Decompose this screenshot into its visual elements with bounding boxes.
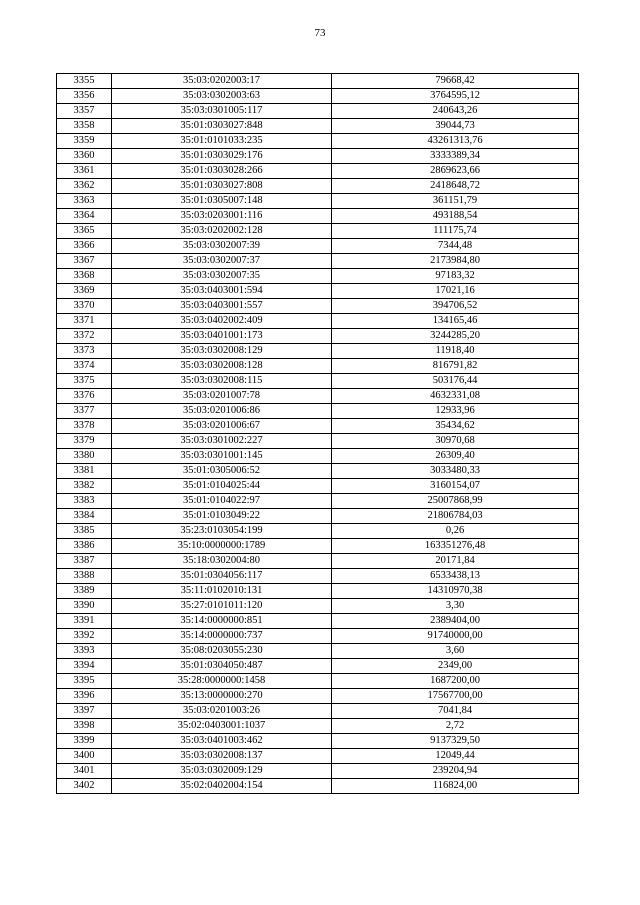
cadastral-number-cell: 35:03:0302007:37	[112, 254, 332, 269]
row-number-cell: 3384	[57, 509, 112, 524]
row-number-cell: 3388	[57, 569, 112, 584]
value-cell: 1687200,00	[332, 674, 579, 689]
value-cell: 3033480,33	[332, 464, 579, 479]
cadastral-number-cell: 35:01:0104025:44	[112, 479, 332, 494]
table-row	[57, 179, 579, 194]
table-row	[57, 779, 579, 794]
table-row	[57, 419, 579, 434]
value-cell: 97183,32	[332, 269, 579, 284]
row-number-cell: 3369	[57, 284, 112, 299]
row-number-cell: 3382	[57, 479, 112, 494]
row-number-cell: 3400	[57, 749, 112, 764]
value-cell: 35434,62	[332, 419, 579, 434]
row-number-cell: 3398	[57, 719, 112, 734]
row-number-cell: 3396	[57, 689, 112, 704]
value-cell: 3,30	[332, 599, 579, 614]
cadastral-number-cell: 35:01:0305007:148	[112, 194, 332, 209]
cadastral-number-cell: 35:01:0104022:97	[112, 494, 332, 509]
row-number-cell: 3358	[57, 119, 112, 134]
table-row	[57, 704, 579, 719]
value-cell: 79668,42	[332, 74, 579, 89]
cadastral-number-cell: 35:03:0201006:86	[112, 404, 332, 419]
row-number-cell: 3387	[57, 554, 112, 569]
table-row	[57, 119, 579, 134]
row-number-cell: 3372	[57, 329, 112, 344]
row-number-cell: 3402	[57, 779, 112, 794]
cadastral-number-cell: 35:03:0302007:39	[112, 239, 332, 254]
table-row	[57, 194, 579, 209]
table-row	[57, 674, 579, 689]
cadastral-number-cell: 35:18:0302004:80	[112, 554, 332, 569]
table-row	[57, 539, 579, 554]
row-number-cell: 3397	[57, 704, 112, 719]
page-number: 73	[314, 27, 326, 39]
cadastral-number-cell: 35:03:0302008:128	[112, 359, 332, 374]
cadastral-number-cell: 35:14:0000000:851	[112, 614, 332, 629]
table-row	[57, 659, 579, 674]
cadastral-number-cell: 35:01:0303029:176	[112, 149, 332, 164]
table-row	[57, 239, 579, 254]
table-row	[57, 389, 579, 404]
value-cell: 0,26	[332, 524, 579, 539]
table-row	[57, 104, 579, 119]
table-row	[57, 749, 579, 764]
table-row	[57, 209, 579, 224]
table-row	[57, 149, 579, 164]
cadastral-number-cell: 35:03:0302003:63	[112, 89, 332, 104]
table-row	[57, 314, 579, 329]
table-row	[57, 434, 579, 449]
cadastral-number-cell: 35:01:0303027:808	[112, 179, 332, 194]
table-row	[57, 614, 579, 629]
value-cell: 240643,26	[332, 104, 579, 119]
table-body	[57, 74, 579, 794]
row-number-cell: 3370	[57, 299, 112, 314]
row-number-cell: 3367	[57, 254, 112, 269]
cadastral-number-cell: 35:08:0203055:230	[112, 644, 332, 659]
row-number-cell: 3386	[57, 539, 112, 554]
row-number-cell: 3385	[57, 524, 112, 539]
value-cell: 394706,52	[332, 299, 579, 314]
row-number-cell: 3360	[57, 149, 112, 164]
value-cell: 2173984,80	[332, 254, 579, 269]
table-row	[57, 509, 579, 524]
value-cell: 134165,46	[332, 314, 579, 329]
table-row	[57, 644, 579, 659]
cadastral-number-cell: 35:03:0301001:145	[112, 449, 332, 464]
row-number-cell: 3362	[57, 179, 112, 194]
value-cell: 493188,54	[332, 209, 579, 224]
cadastral-number-cell: 35:27:0101011:120	[112, 599, 332, 614]
row-number-cell: 3374	[57, 359, 112, 374]
value-cell: 361151,79	[332, 194, 579, 209]
row-number-cell: 3391	[57, 614, 112, 629]
table-row	[57, 299, 579, 314]
row-number-cell: 3401	[57, 764, 112, 779]
cadastral-number-cell: 35:23:0103054:199	[112, 524, 332, 539]
cadastral-number-cell: 35:01:0303027:848	[112, 119, 332, 134]
cadastral-number-cell: 35:01:0304056:117	[112, 569, 332, 584]
value-cell: 7041,84	[332, 704, 579, 719]
cadastral-number-cell: 35:03:0302009:129	[112, 764, 332, 779]
cadastral-number-cell: 35:14:0000000:737	[112, 629, 332, 644]
row-number-cell: 3357	[57, 104, 112, 119]
value-cell: 30970,68	[332, 434, 579, 449]
value-cell: 3160154,07	[332, 479, 579, 494]
value-cell: 163351276,48	[332, 539, 579, 554]
value-cell: 3244285,20	[332, 329, 579, 344]
row-number-cell: 3381	[57, 464, 112, 479]
table-row	[57, 554, 579, 569]
cadastral-number-cell: 35:11:0102010:131	[112, 584, 332, 599]
cadastral-number-cell: 35:03:0402002:409	[112, 314, 332, 329]
cadastral-number-cell: 35:02:0402004:154	[112, 779, 332, 794]
row-number-cell: 3392	[57, 629, 112, 644]
table-row	[57, 74, 579, 89]
table-row	[57, 224, 579, 239]
cadastral-number-cell: 35:03:0202002:128	[112, 224, 332, 239]
row-number-cell: 3365	[57, 224, 112, 239]
row-number-cell: 3361	[57, 164, 112, 179]
table-row	[57, 464, 579, 479]
value-cell: 2418648,72	[332, 179, 579, 194]
cadastral-number-cell: 35:03:0201003:26	[112, 704, 332, 719]
value-cell: 3,60	[332, 644, 579, 659]
row-number-cell: 3393	[57, 644, 112, 659]
row-number-cell: 3366	[57, 239, 112, 254]
row-number-cell: 3356	[57, 89, 112, 104]
value-cell: 21806784,03	[332, 509, 579, 524]
cadastral-number-cell: 35:01:0101033:235	[112, 134, 332, 149]
cadastral-number-cell: 35:01:0304050:487	[112, 659, 332, 674]
table-row	[57, 284, 579, 299]
row-number-cell: 3368	[57, 269, 112, 284]
value-cell: 9137329,50	[332, 734, 579, 749]
cadastral-number-cell: 35:13:0000000:270	[112, 689, 332, 704]
value-cell: 12049,44	[332, 749, 579, 764]
table-row	[57, 524, 579, 539]
cadastral-number-cell: 35:02:0403001:1037	[112, 719, 332, 734]
value-cell: 503176,44	[332, 374, 579, 389]
row-number-cell: 3373	[57, 344, 112, 359]
cadastral-number-cell: 35:10:0000000:1789	[112, 539, 332, 554]
row-number-cell: 3363	[57, 194, 112, 209]
value-cell: 39044,73	[332, 119, 579, 134]
value-cell: 3764595,12	[332, 89, 579, 104]
table-row	[57, 374, 579, 389]
value-cell: 4632331,08	[332, 389, 579, 404]
row-number-cell: 3376	[57, 389, 112, 404]
table-row	[57, 269, 579, 284]
cadastral-number-cell: 35:03:0201007:78	[112, 389, 332, 404]
value-cell: 111175,74	[332, 224, 579, 239]
table-row	[57, 449, 579, 464]
value-cell: 17567700,00	[332, 689, 579, 704]
value-cell: 6533438,13	[332, 569, 579, 584]
row-number-cell: 3377	[57, 404, 112, 419]
table-row	[57, 359, 579, 374]
table-row	[57, 764, 579, 779]
value-cell: 3333389,34	[332, 149, 579, 164]
value-cell: 26309,40	[332, 449, 579, 464]
value-cell: 25007868,99	[332, 494, 579, 509]
cadastral-number-cell: 35:01:0103049:22	[112, 509, 332, 524]
table-row	[57, 689, 579, 704]
cadastral-number-cell: 35:03:0403001:594	[112, 284, 332, 299]
row-number-cell: 3355	[57, 74, 112, 89]
cadastral-number-cell: 35:01:0303028:266	[112, 164, 332, 179]
cadastral-number-cell: 35:03:0302008:137	[112, 749, 332, 764]
table-row	[57, 734, 579, 749]
cadastral-number-cell: 35:03:0401001:173	[112, 329, 332, 344]
row-number-cell: 3379	[57, 434, 112, 449]
cadastral-number-cell: 35:03:0302008:129	[112, 344, 332, 359]
table-row	[57, 344, 579, 359]
cadastral-number-cell: 35:01:0305006:52	[112, 464, 332, 479]
table-row	[57, 584, 579, 599]
cadastral-number-cell: 35:03:0202003:17	[112, 74, 332, 89]
cadastral-value-table	[56, 73, 579, 794]
row-number-cell: 3371	[57, 314, 112, 329]
row-number-cell: 3383	[57, 494, 112, 509]
table-row	[57, 164, 579, 179]
table-row	[57, 569, 579, 584]
table-row	[57, 134, 579, 149]
row-number-cell: 3364	[57, 209, 112, 224]
table-row	[57, 404, 579, 419]
table-row	[57, 254, 579, 269]
row-number-cell: 3378	[57, 419, 112, 434]
table-row	[57, 329, 579, 344]
cadastral-number-cell: 35:03:0403001:557	[112, 299, 332, 314]
cadastral-number-cell: 35:03:0301002:227	[112, 434, 332, 449]
value-cell: 116824,00	[332, 779, 579, 794]
cadastral-number-cell: 35:03:0201006:67	[112, 419, 332, 434]
table-row	[57, 629, 579, 644]
cadastral-number-cell: 35:03:0302007:35	[112, 269, 332, 284]
table-row	[57, 479, 579, 494]
cadastral-number-cell: 35:03:0203001:116	[112, 209, 332, 224]
value-cell: 239204,94	[332, 764, 579, 779]
table-row	[57, 719, 579, 734]
value-cell: 20171,84	[332, 554, 579, 569]
table-row	[57, 494, 579, 509]
value-cell: 7344,48	[332, 239, 579, 254]
row-number-cell: 3389	[57, 584, 112, 599]
value-cell: 2349,00	[332, 659, 579, 674]
row-number-cell: 3375	[57, 374, 112, 389]
row-number-cell: 3359	[57, 134, 112, 149]
value-cell: 91740000,00	[332, 629, 579, 644]
value-cell: 14310970,38	[332, 584, 579, 599]
value-cell: 12933,96	[332, 404, 579, 419]
value-cell: 2389404,00	[332, 614, 579, 629]
row-number-cell: 3399	[57, 734, 112, 749]
cadastral-number-cell: 35:03:0302008:115	[112, 374, 332, 389]
row-number-cell: 3390	[57, 599, 112, 614]
value-cell: 816791,82	[332, 359, 579, 374]
value-cell: 43261313,76	[332, 134, 579, 149]
row-number-cell: 3380	[57, 449, 112, 464]
cadastral-number-cell: 35:03:0401003:462	[112, 734, 332, 749]
table-row	[57, 599, 579, 614]
value-cell: 2869623,66	[332, 164, 579, 179]
cadastral-number-cell: 35:03:0301005:117	[112, 104, 332, 119]
table-row	[57, 89, 579, 104]
value-cell: 2,72	[332, 719, 579, 734]
row-number-cell: 3394	[57, 659, 112, 674]
value-cell: 11918,40	[332, 344, 579, 359]
cadastral-number-cell: 35:28:0000000:1458	[112, 674, 332, 689]
value-cell: 17021,16	[332, 284, 579, 299]
row-number-cell: 3395	[57, 674, 112, 689]
